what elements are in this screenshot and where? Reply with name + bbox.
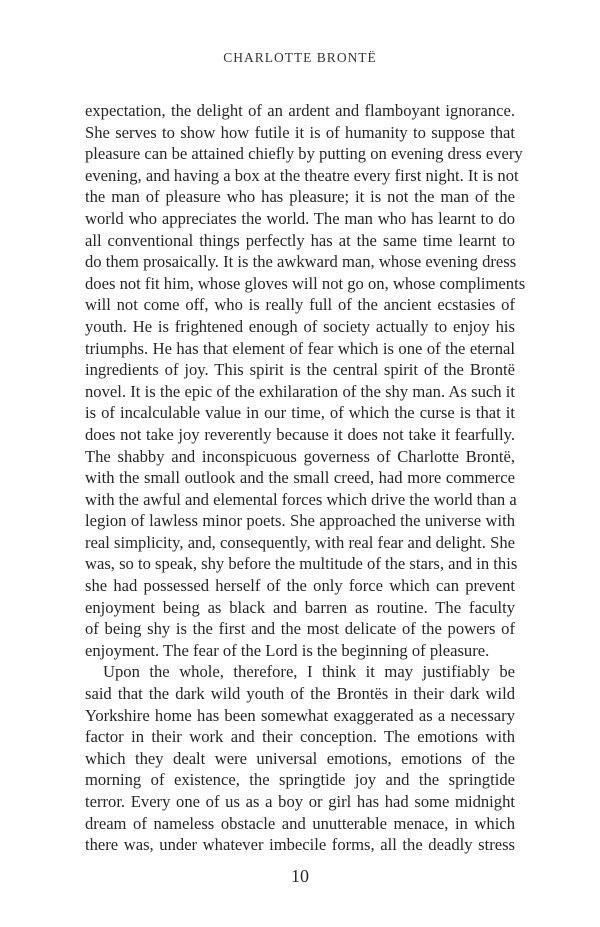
text-line: will not come off, who is really full of the ancient ecstasies of (85, 295, 515, 315)
text-line: morning of existence, the springtide joy and the springtide (85, 770, 515, 790)
text-line: She serves to show how futile it is of humanity to suppose that (85, 122, 515, 142)
text-line: The shabby and inconspicuous governess of Charlotte Brontë, (85, 446, 515, 466)
text-line: is of incalculable value in our time, of which the curse is that it (85, 403, 515, 423)
text-line: dream of nameless obstacle and unutterable menace, in which (85, 813, 515, 833)
text-line: all conventional things perfectly has at the same time learnt to (85, 230, 515, 250)
paragraph-start-line: Upon the whole, therefore, I think it may justifiably be (103, 662, 515, 682)
text-line: Yorkshire home has been somewhat exaggerated as a necessary (85, 705, 515, 725)
text-line: which they dealt were universal emotions, emotions of the (85, 748, 515, 768)
page-number: 10 (291, 866, 309, 886)
running-head-title: CHARLOTTE BRONTË (223, 50, 377, 65)
text-line: evening, and having a box at the theatre every first night. It is not (85, 165, 519, 185)
text-line: does not fit him, whose gloves will not go on, whose compliments (85, 273, 526, 293)
text-line: terror. Every one of us as a boy or girl has had some midnight (85, 792, 515, 811)
text-line: do them prosaically. It is the awkward man, whose evening dress (85, 252, 517, 272)
text-line: of being shy is the first and the most delicate of the powers of (85, 619, 515, 639)
text-line: world who appreciates the world. The man who has learnt to do (85, 208, 515, 228)
paragraph-end-line: enjoyment. The fear of the Lord is the beginning of pleasure. (85, 640, 490, 660)
text-line: there was, under whatever imbecile forms, all the deadly stress (85, 835, 515, 855)
text-line: the man of pleasure who has pleasure; it is not the man of the (85, 187, 515, 207)
text-line: ingredients of joy. This spirit is the central spirit of the Brontë (85, 360, 515, 380)
text-line: legion of lawless minor poets. She approached the universe with (85, 511, 515, 531)
text-line: expectation, the delight of an ardent and flamboyant ignorance. (85, 101, 515, 120)
text-line: novel. It is the epic of the exhilaration of the shy man. As such it (85, 381, 515, 401)
text-line: enjoyment being as black and barren as routine. The faculty (85, 597, 515, 617)
text-line: was, so to speak, shy before the multitude of the stars, and in this (85, 554, 518, 574)
body-text (85, 100, 526, 856)
text-line: factor in their work and their conception. The emotions with (85, 727, 515, 747)
text-line: with the awful and elemental forces which drive the world than a (85, 489, 517, 509)
text-line: does not take joy reverently because it does not take it fearfully. (85, 424, 515, 444)
text-line: pleasure can be attained chiefly by putting on evening dress every (85, 144, 523, 164)
text-line: said that the dark wild youth of the Brontës in their dark wild (85, 684, 515, 704)
text-line: she had possessed herself of the only force which can prevent (85, 576, 515, 596)
text-line: real simplicity, and, consequently, with real fear and delight. She (85, 532, 515, 552)
text-line: triumphs. He has that element of fear which is one of the eternal (85, 338, 515, 358)
text-line: with the small outlook and the small creed, had more commerce (85, 468, 515, 488)
text-line: youth. He is frightened enough of society actually to enjoy his (85, 316, 515, 336)
